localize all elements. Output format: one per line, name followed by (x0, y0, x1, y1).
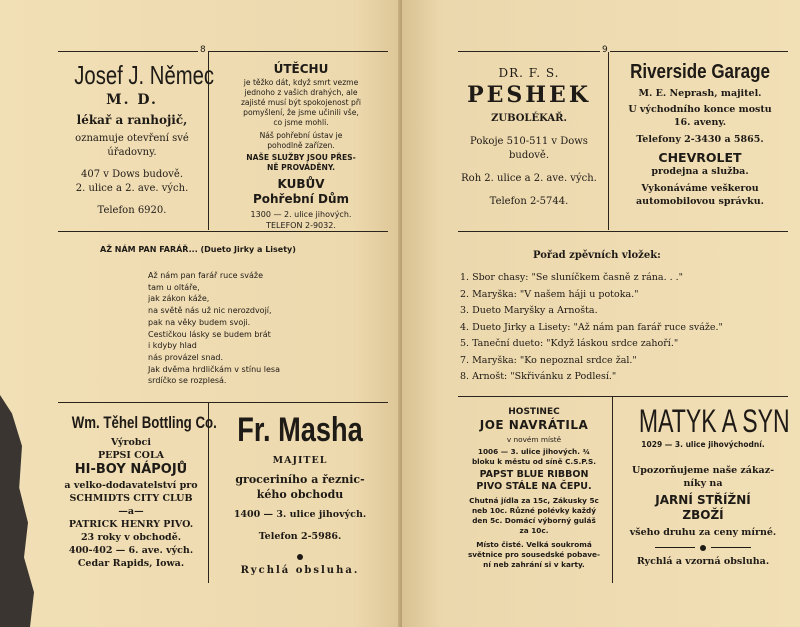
navratila-footer-1: Místo čisté. Velká soukromá (476, 540, 592, 549)
peshek-profession: ZUBOLÉKAŘ. (491, 113, 567, 124)
song-line-9: Jak dvěma hrdličkám v stínu lesa (148, 364, 280, 374)
kubuv-business: Pohřební Dům (252, 192, 350, 206)
kubuv-text-1: je těžko dát, když smrt vezme (243, 78, 359, 87)
kubuv-address: 1300 — 2. ulice jihových. (250, 210, 352, 219)
matyk-name: MATYK A SYN (638, 403, 790, 439)
peshek-prefix: DR. F. S. (498, 66, 560, 80)
program-item-5: 5. Taneční dueto: "Když láskou srdce zahoří." (460, 338, 679, 349)
matyk-address: 1029 — 3. ulice jihovýchodní. (641, 440, 765, 449)
peshek-phone: Telefon 2-5744. (489, 196, 569, 207)
top-rule (458, 51, 788, 52)
kubuv-text-2: jednoho z vašich drahých, ale (244, 88, 358, 97)
nemec-address-1: 407 v Dows budově. (80, 169, 183, 180)
song-line-4: na světě nás už nic nerozdvojí, (148, 306, 272, 316)
navratila-menu-1: Chutná jídla za 15c, Zákusky 5c (469, 496, 599, 505)
garage-service-2: automobilovou správku. (636, 196, 764, 207)
ad-matyk (614, 402, 792, 568)
ad-navratila (458, 406, 610, 570)
nemec-profession: lékař a ranhojič, (76, 113, 188, 127)
kubuv-text2-2: pohodlně zařízen. (267, 141, 335, 150)
masha-business-2: kého obchodu (256, 488, 344, 501)
song-line-3: jak zákon káže, (148, 294, 210, 304)
tehel-city: Cedar Rapids, Iowa. (77, 558, 185, 569)
kubuv-heading: ÚTĚCHU (273, 62, 329, 76)
song-lyrics (148, 270, 280, 387)
navratila-menu-3: den 5c. Domácí výborný guláš (472, 516, 596, 525)
song-line-5: pak na věky budem svoji. (148, 317, 251, 327)
bullet-dot (297, 554, 303, 560)
masha-phone: Telefon 2-5986. (258, 531, 342, 542)
garage-brand-sub: prodejna a služba. (651, 166, 749, 177)
program-item-8: 8. Arnošt: "Skřivánku z Podlesí." (460, 371, 617, 382)
navratila-beer-1: PAPST BLUE RIBBON (479, 469, 589, 480)
song-title: AŽ NÁM PAN FARÁŘ... (Dueto Jirky a Lisety) (100, 245, 296, 254)
tehel-address: 400-402 — 6. ave. vých. (68, 545, 194, 556)
matyk-product-2: ZBOŽÍ (682, 508, 724, 522)
tehel-name: Wm. Těhel Bottling Co. (71, 413, 217, 432)
song-line-1: Až nám pan farář ruce sváže (148, 271, 264, 280)
peshek-name: PESHEK (467, 82, 591, 108)
ornament-divider (614, 543, 792, 551)
song-line-6: Cestičkou lásky se budem brát (148, 329, 271, 339)
nemec-address-2: 2. ulice a 2. ave. vých. (75, 183, 189, 194)
garage-owner: M. E. Neprash, majitel. (638, 88, 762, 99)
garage-service-1: Vykonáváme veškerou (641, 183, 759, 194)
ad-kubuv (212, 62, 390, 231)
peshek-address-2: budově. (508, 150, 549, 161)
program-item-4: 4. Dueto Jirky a Lisety: "Až nám pan farář ruce sváže." (460, 321, 723, 333)
garage-address-2: 16. aveny. (673, 117, 727, 128)
column-divider (608, 52, 609, 230)
kubuv-text2-1: Náš pohřební ústav je (259, 131, 343, 140)
masha-role: MAJITEL (272, 455, 328, 466)
tehel-role: Výrobci (111, 437, 151, 448)
kubuv-text-4: pomyšlení, že jsme učinili vše, (243, 108, 359, 117)
song-line-8: nás provázel snad. (148, 352, 224, 362)
program-list (460, 270, 723, 386)
tehel-line1: a velko-dodavatelství pro (64, 480, 198, 491)
program-item-3: 3. Dueto Maryšky a Arnošta. (460, 305, 598, 316)
nemec-notice-1: oznamuje otevření své (75, 133, 189, 144)
program-item-2: 2. Maryška: "V našem háji u potoka." (460, 288, 639, 300)
bullet-dot (700, 545, 706, 551)
peshek-street: Roh 2. ulice a 2. ave. vých. (461, 173, 597, 184)
garage-address-1: U východního konce mostu (628, 104, 772, 115)
navratila-name: JOE NAVRÁTILA (479, 418, 589, 432)
section-rule (458, 231, 788, 232)
tehel-line2: SCHMIDTS CITY CLUB (69, 493, 193, 504)
kubuv-text3-1: NAŠE SLUŽBY JSOU PŘES- (246, 153, 356, 162)
top-rule (58, 51, 388, 52)
kubuv-name: KUBŮV (277, 177, 325, 191)
tehel-line4: 23 roky v obchodě. (80, 532, 182, 543)
section-rule (58, 231, 388, 232)
bottom-section-rule (58, 402, 388, 403)
ad-garage (610, 60, 790, 208)
bottom-column-divider (612, 397, 613, 583)
nemec-title: M. D. (106, 92, 158, 108)
kubuv-phone: TELEFON 2-9032. (266, 221, 336, 230)
masha-name: Fr. Masha (237, 411, 363, 449)
tehel-product2: HI-BOY NÁPOJŮ (74, 462, 188, 477)
garage-phone: Telefony 2-3430 a 5865. (636, 134, 764, 145)
matyk-notice-1: Upozorňujeme naše zákaz- (631, 465, 775, 476)
masha-address: 1400 — 3. ulice jihových. (233, 509, 367, 520)
navratila-footer-3: ní neb zahrání si v karty. (483, 560, 585, 569)
program-item-1: 1. Sbor chasy: "Se sluníčkem časně z rána. . ." (460, 272, 684, 283)
kubuv-text3-2: NĚ PROVÁDĚNY. (266, 163, 336, 172)
matyk-product-1: JARNÍ STŘÍŽNÍ (655, 493, 751, 507)
ad-peshek (452, 66, 606, 209)
navratila-beer-2: PIVO STÁLE NA ČEPU. (476, 481, 592, 492)
song-line-10: srdíčko se rozplesá. (148, 376, 227, 386)
navratila-address-2: bloku k městu od síně C.S.P.S. (471, 457, 597, 466)
nemec-notice-2: úřadovny. (107, 147, 157, 158)
navratila-place: v novém místě (506, 435, 562, 444)
tehel-sep: —a— (118, 506, 144, 517)
ad-masha (212, 410, 388, 578)
song-line-2: tam u oltáře, (148, 282, 200, 292)
tehel-line3: PATRICK HENRY PIVO. (68, 519, 194, 530)
garage-name: Riverside Garage (630, 61, 770, 83)
masha-business-1: groceriního a řeznic- (235, 473, 365, 486)
navratila-menu-2: neb 10c. Různé polévky každý (471, 506, 597, 515)
navratila-address-1: 1006 — 3. ulice jihových. ¾ (477, 447, 591, 456)
page-number: 9 (602, 45, 608, 55)
navratila-menu-4: za 10c. (519, 526, 549, 535)
garage-brand: CHEVROLET (658, 150, 742, 165)
masha-slogan: Rychlá obsluha. (240, 565, 360, 576)
navratila-heading: HOSTINEC (508, 407, 560, 417)
kubuv-text-5: co jsme mohli. (273, 118, 329, 127)
ad-nemec (58, 60, 215, 218)
bottom-section-rule (458, 396, 788, 397)
torn-edge (0, 395, 40, 627)
nemec-name: Josef J. Němec (74, 60, 215, 90)
kubuv-text-3: zajisté musí být spokojenost při (240, 98, 362, 107)
ad-tehel (55, 413, 217, 570)
program-title: Pořad zpěvních vložek: (533, 250, 661, 261)
program-item-7: 7. Maryška: "Ko nepoznal srdce žal." (460, 354, 637, 366)
matyk-price: všeho druhu za ceny mírné. (629, 527, 777, 538)
page-number: 8 (200, 45, 206, 55)
nemec-phone: Telefon 6920. (97, 205, 167, 216)
peshek-address-1: Pokoje 510-511 v Dows (470, 136, 588, 147)
tehel-product: PEPSI COLA (97, 450, 165, 461)
right-page (402, 0, 800, 627)
matyk-slogan: Rychlá a vzorná obsluha. (636, 556, 770, 567)
song-line-7: i kdyby hlad (148, 341, 197, 351)
matyk-notice-2: níky na (683, 478, 723, 489)
navratila-footer-2: světnice pro sousedské pobave- (467, 550, 601, 559)
